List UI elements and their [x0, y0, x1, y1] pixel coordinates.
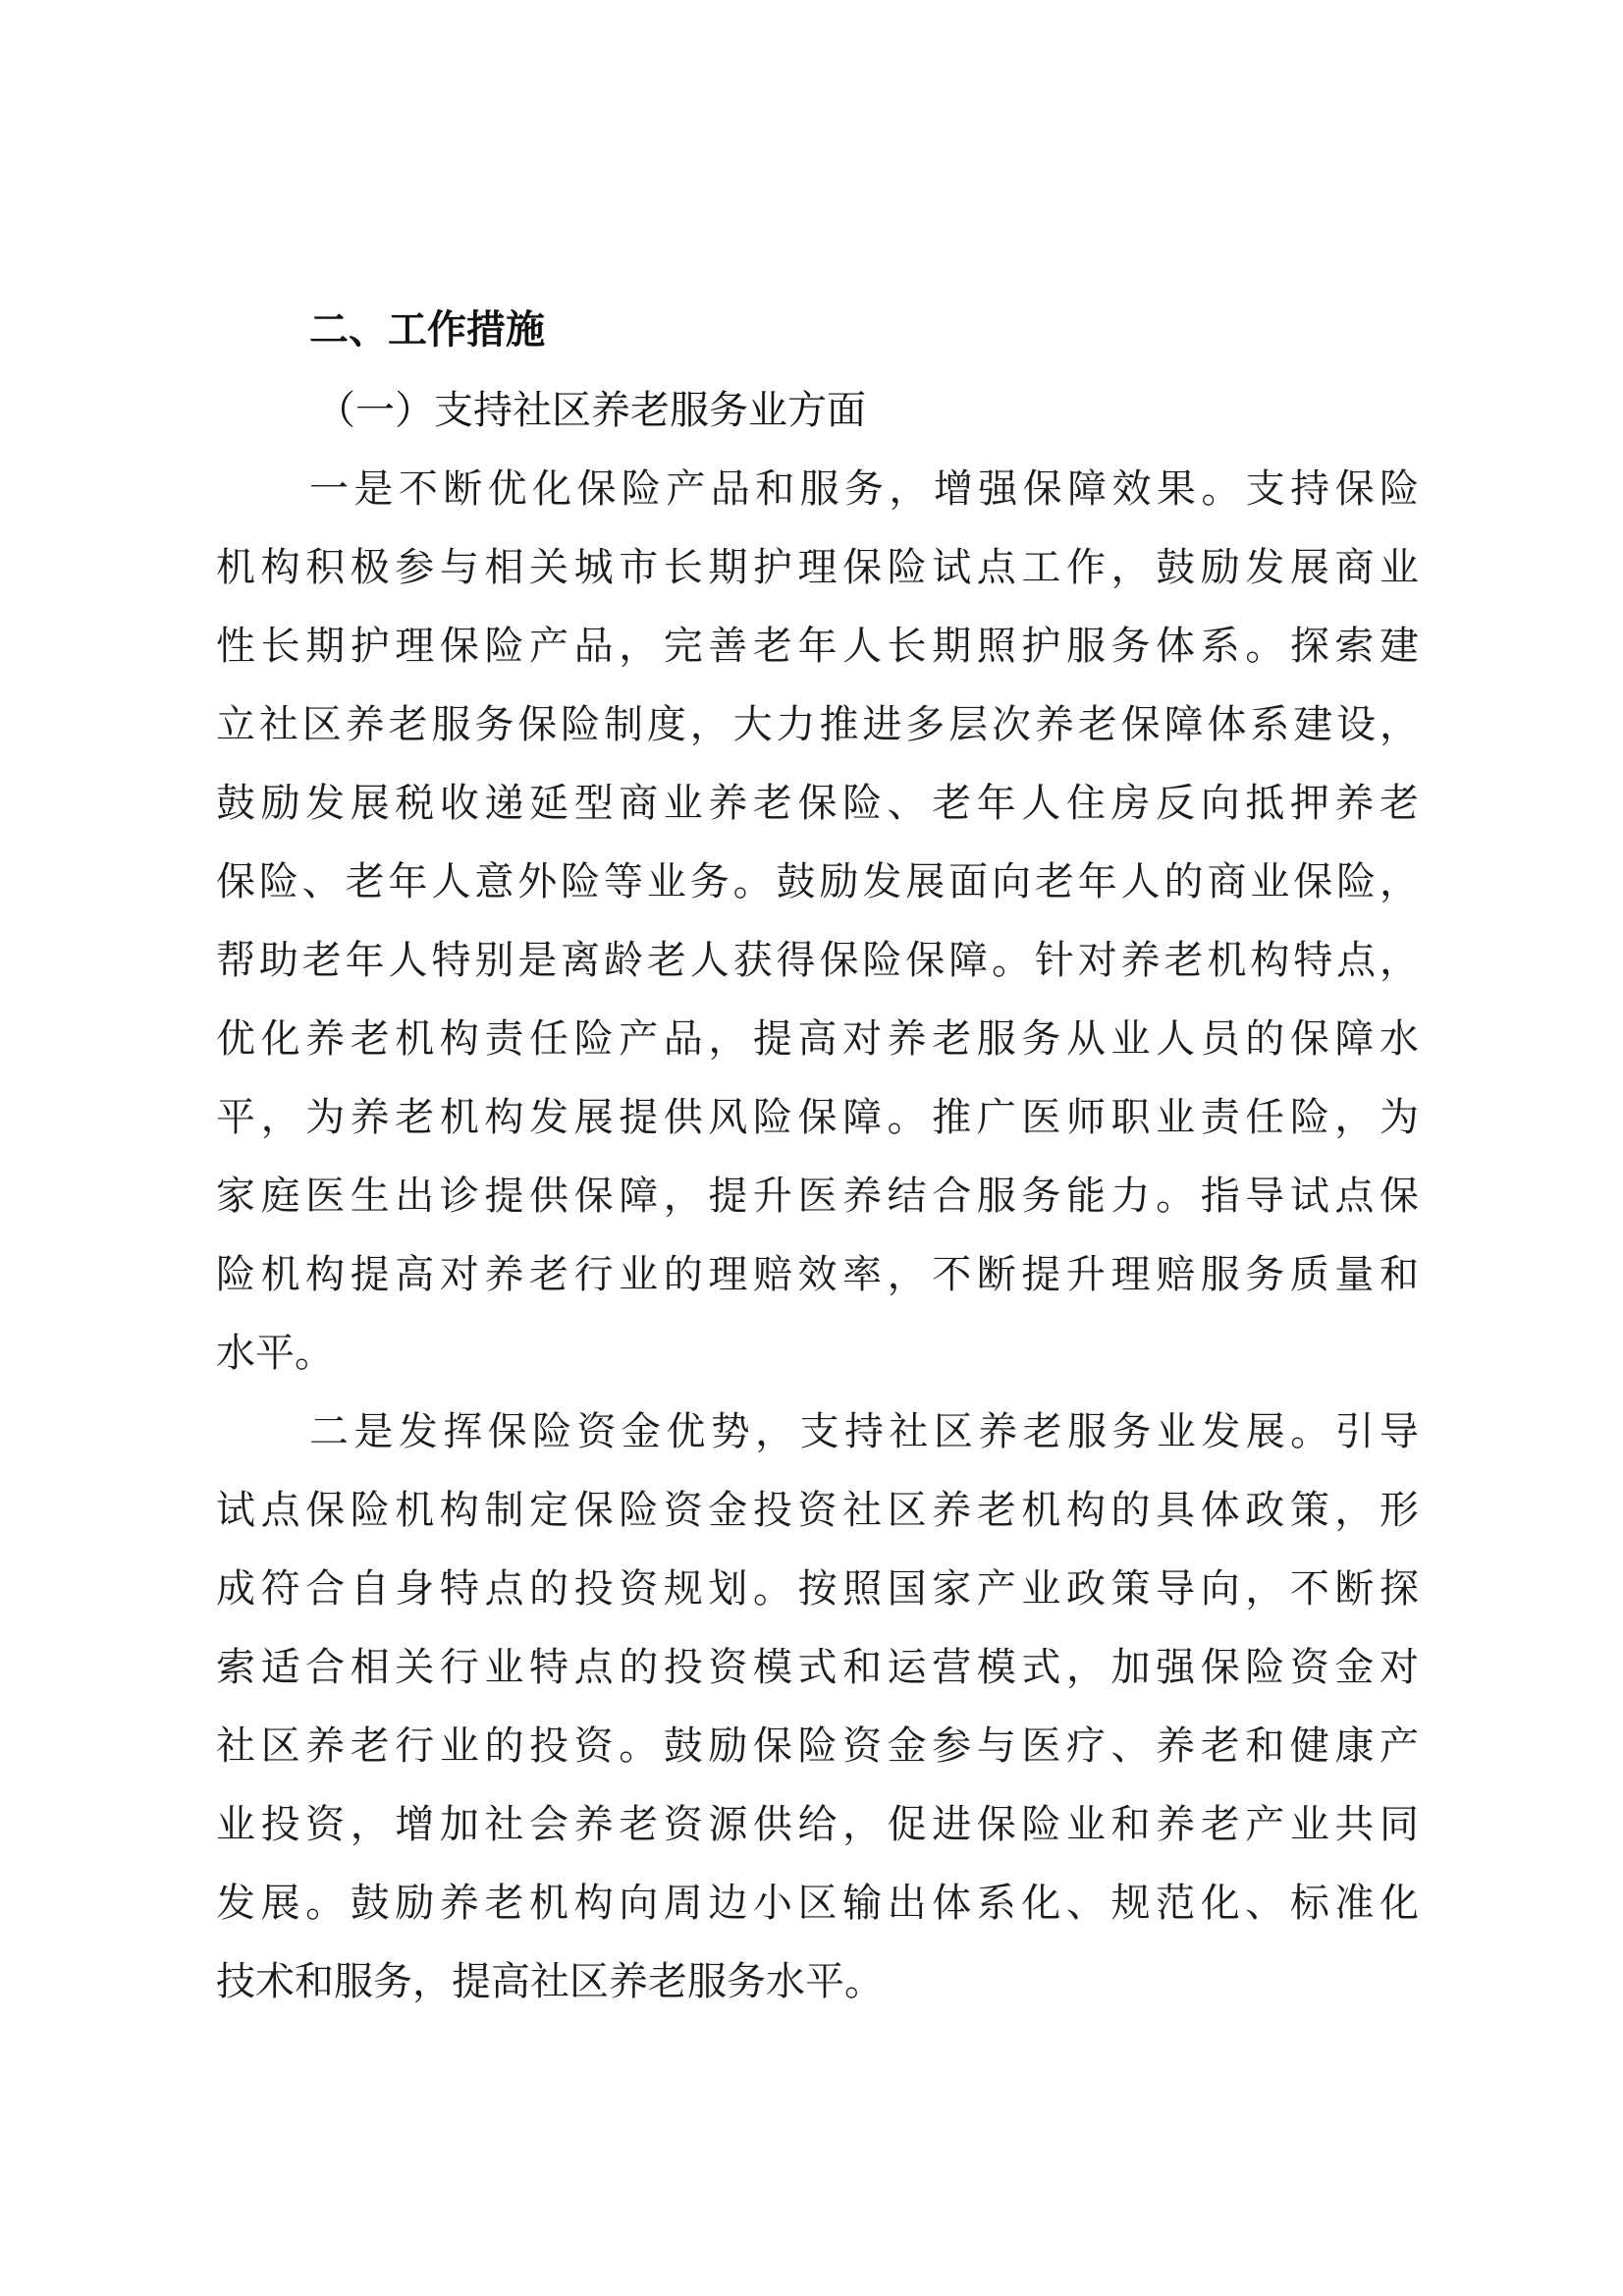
paragraph-line: 帮助老年人特别是离龄老人获得保险保障。针对养老机构特点， [216, 938, 1419, 983]
paragraph-line: 性长期护理保险产品，完善老年人长期照护服务体系。探索建 [216, 624, 1419, 669]
paragraph-line: 发展。鼓励养老机构向周边小区输出体系化、规范化、标准化 [216, 1881, 1419, 1926]
paragraph-line: 水平。 [216, 1331, 334, 1376]
paragraph-line: 索适合相关行业特点的投资模式和运营模式，加强保险资金对 [216, 1645, 1419, 1690]
paragraph-line: 立社区养老服务保险制度，大力推进多层次养老保障体系建设， [216, 702, 1419, 747]
paragraph-line: 技术和服务，提高社区养老服务水平。 [216, 1959, 884, 2004]
section-heading: 二、工作措施 [309, 307, 545, 353]
paragraph-line: 业投资，增加社会养老资源供给，促进保险业和养老产业共同 [216, 1802, 1419, 1847]
paragraph-line: 险机构提高对养老行业的理赔效率，不断提升理赔服务质量和 [216, 1252, 1419, 1297]
paragraph-line: 平，为养老机构发展提供风险保障。推广医师职业责任险，为 [216, 1095, 1419, 1140]
paragraph-line: 机构积极参与相关城市长期护理保险试点工作，鼓励发展商业 [216, 545, 1419, 590]
paragraph-line: 保险、老年人意外险等业务。鼓励发展面向老年人的商业保险， [216, 859, 1419, 904]
paragraph-line: 鼓励发展税收递延型商业养老保险、老年人住房反向抵押养老 [216, 781, 1419, 826]
paragraph-line: 成符合自身特点的投资规划。按照国家产业政策导向，不断探 [216, 1566, 1419, 1612]
paragraph-line: 社区养老行业的投资。鼓励保险资金参与医疗、养老和健康产 [216, 1723, 1419, 1769]
subsection-heading: （一）支持社区养老服务业方面 [316, 388, 866, 433]
paragraph-line: 二是发挥保险资金优势，支持社区养老服务业发展。引导 [309, 1409, 1419, 1454]
paragraph-line: 优化养老机构责任险产品，提高对养老服务从业人员的保障水 [216, 1016, 1419, 1062]
paragraph-line: 试点保险机构制定保险资金投资社区养老机构的具体政策，形 [216, 1488, 1419, 1533]
paragraph-line: 家庭医生出诊提供保障，提升医养结合服务能力。指导试点保 [216, 1174, 1419, 1219]
paragraph-line: 一是不断优化保险产品和服务，增强保障效果。支持保险 [309, 466, 1419, 512]
